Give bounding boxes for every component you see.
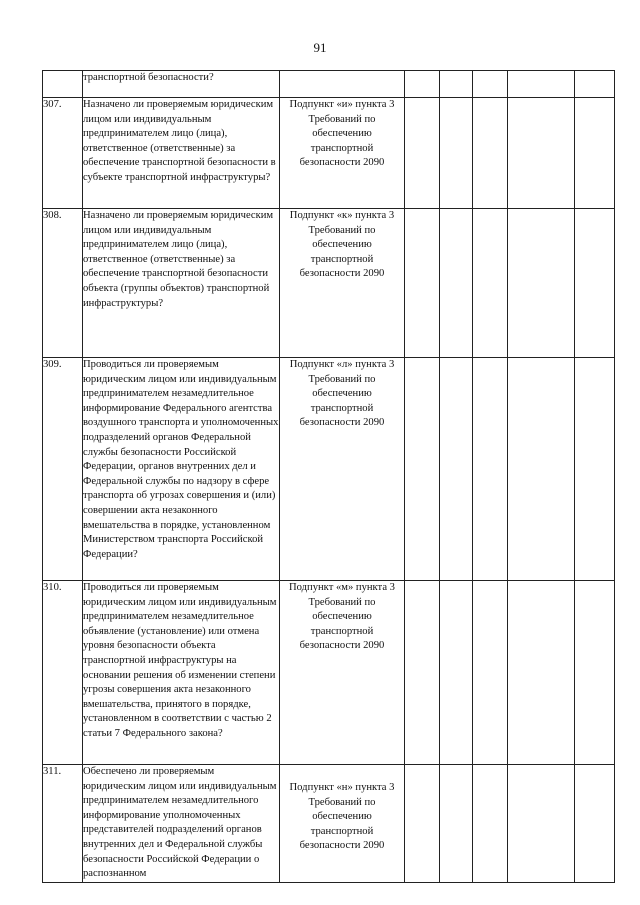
row-question: Обеспечено ли проверяемым юридическим лицом или индивидуальным предпринимателем незамедлительного информирование уполномоченных представителей подразделений органов внутренних дел и Федеральной службы безопасности Российской Федерации о распознанном [83, 765, 280, 883]
answer-cell [508, 209, 575, 358]
row-reference: Подпункт «к» пункта 3 Требований по обеспечению транспортной безопасности 2090 [280, 209, 405, 358]
answer-cell [405, 358, 440, 581]
answer-cell [440, 71, 473, 98]
answer-cell [473, 209, 508, 358]
row-question: Проводиться ли проверяемым юридическим лицом или индивидуальным предпринимателем незамедлительное информирование Федерального агентства воздушного транспорта и уполномоченных подразделений органов Федеральной службы безопасности Российской Федерации, органов внутренних дел и Федеральной службы по надзору в сфере транспорта об угрозах совершения и (или) совершении акта незаконного вмешательства в порядке, установленном Министерством транспорта Российской Федерации? [83, 358, 280, 581]
row-reference: Подпункт «м» пункта 3 Требований по обеспечению транспортной безопасности 2090 [280, 581, 405, 765]
page-number: 91 [313, 40, 327, 55]
answer-cell [405, 98, 440, 209]
row-reference [280, 71, 405, 98]
answer-cell [440, 98, 473, 209]
answer-cell [508, 581, 575, 765]
answer-cell [575, 765, 615, 883]
row-number: 307. [43, 98, 83, 209]
answer-cell [405, 581, 440, 765]
row-reference-text: Подпункт «н» пункта 3 Требований по обеспечению транспортной безопасности 2090 [289, 782, 395, 852]
table-row [43, 581, 615, 765]
row-question: Назначено ли проверяемым юридическим лицом или индивидуальным предпринимателем лицо (лица), ответственное (ответственные) за обеспечение транспортной безопасности объекта (группы объектов) транспортной инфраструктуры? [83, 209, 280, 358]
row-number: 311. [43, 765, 83, 883]
row-question: транспортной безопасности? [83, 71, 280, 98]
table-row [43, 765, 615, 883]
answer-cell [575, 581, 615, 765]
row-reference [280, 765, 405, 883]
row-question: Проводиться ли проверяемым юридическим лицом или индивидуальным предпринимателем незамедлительное объявление (установление) или отмена уровня безопасности объекта транспортной инфраструктуры на основании решения об изменении степени угрозы совершения акта незаконного вмешательства, принятого в порядке, установленном в соответствии с частью 2 статьи 7 Федерального закона? [83, 581, 280, 765]
table-row [43, 71, 615, 98]
row-number: 310. [43, 581, 83, 765]
answer-cell [575, 209, 615, 358]
answer-cell [473, 358, 508, 581]
answer-cell [440, 209, 473, 358]
answer-cell [405, 765, 440, 883]
row-reference: Подпункт «л» пункта 3 Требований по обеспечению транспортной безопасности 2090 [280, 358, 405, 581]
answer-cell [575, 98, 615, 209]
answer-cell [508, 98, 575, 209]
answer-cell [473, 765, 508, 883]
answer-cell [473, 71, 508, 98]
row-reference: Подпункт «и» пункта 3 Требований по обеспечению транспортной безопасности 2090 [280, 98, 405, 209]
table-row [43, 209, 615, 358]
row-number: 308. [43, 209, 83, 358]
table-row [43, 98, 615, 209]
answer-cell [508, 358, 575, 581]
answer-cell [405, 71, 440, 98]
answer-cell [473, 581, 508, 765]
answer-cell [440, 358, 473, 581]
row-question: Назначено ли проверяемым юридическим лицом или индивидуальным предпринимателем лицо (лица), ответственное (ответственные) за обеспечение транспортной безопасности в субъекте транспортной инфраструктуры? [83, 98, 280, 209]
answer-cell [440, 765, 473, 883]
answer-cell [575, 71, 615, 98]
answer-cell [405, 209, 440, 358]
answer-cell [508, 765, 575, 883]
row-number [43, 71, 83, 98]
answer-cell [575, 358, 615, 581]
answer-cell [440, 581, 473, 765]
row-number: 309. [43, 358, 83, 581]
checklist-table [42, 70, 615, 883]
table-row [43, 358, 615, 581]
answer-cell [473, 98, 508, 209]
answer-cell [508, 71, 575, 98]
